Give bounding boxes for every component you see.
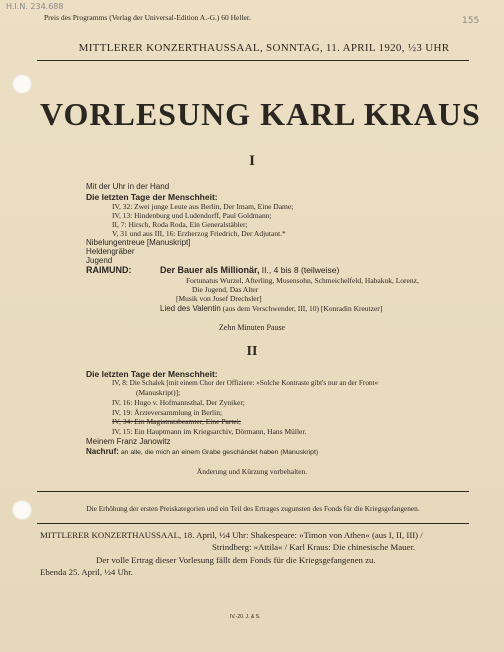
upcoming-line: MITTLERER KONZERTHAUSSAAL, 18. April, ½4 Uhr: Shakespeare: »Timon von Athen« (aus I, II, III) /	[40, 530, 423, 540]
program-item: Nibelungentreue [Manuskript]	[86, 238, 191, 247]
printer-mark: IV.-20. J. & S.	[230, 614, 261, 620]
nachruf-detail: an alle, die mich an einem Grabe geschändet haben (Manuskript)	[120, 449, 319, 456]
lied-line	[160, 304, 382, 313]
footer-rule-top	[37, 491, 469, 492]
punch-hole	[12, 74, 32, 94]
changes-note: Änderung und Kürzung vorbehalten.	[196, 467, 308, 476]
raimund-detail: Fortunatus Wurzel, Afterling, Musensohn, Schmeichelfeld, Habakuk, Lorenz,	[186, 276, 419, 285]
part-two-numeral: II	[246, 344, 258, 359]
program-item: Mit der Uhr in der Hand	[86, 182, 170, 191]
upcoming-line: Ebenda 25. April, ½4 Uhr.	[40, 567, 133, 577]
program-item: Meinem Franz Janowitz	[86, 437, 171, 446]
intermission: Zehn Minuten Pause	[218, 323, 286, 332]
scene-line: IV, 32: Zwei junge Leute aus Berlin, Der Imam, Eine Dame;	[112, 202, 294, 211]
scene-line: (Manuskript)];	[136, 388, 181, 397]
scene-line: IV, 13: Hindenburg und Ludendorff, Paul Goldmann;	[112, 211, 272, 220]
nachruf-label: Nachruf:	[86, 447, 119, 456]
raimund-detail: Die Jugend, Das Alter	[192, 285, 259, 294]
archive-mark: H.I.N. 234.688	[6, 2, 64, 11]
price-line: Preis des Programms (Verlag der Universal-Edition A.-G.) 60 Heller.	[44, 13, 251, 22]
author-label: RAIMUND:	[86, 265, 132, 275]
program-item: Heldengräber	[86, 247, 135, 256]
upcoming-line: Der volle Ertrag dieser Vorlesung fällt dem Fonds für die Kriegsgefangenen zu.	[96, 555, 376, 565]
scene-line: IV, 15: Ein Hauptmann im Kriegsarchiv, Dörmann, Hans Müller.	[112, 427, 307, 436]
punch-hole	[12, 500, 32, 520]
upcoming-line: Strindberg: »Attila« / Karl Kraus: Die chinesische Mauer.	[212, 542, 416, 552]
scene-line: V, 31 und aus III, 16: Erzherzog Friedrich, Der Adjutant.*	[112, 229, 286, 238]
section-heading: Die letzten Tage der Menschheit:	[86, 192, 218, 202]
work-detail: II., 4 bis 8 (teilweise)	[261, 265, 340, 275]
page-title: VORLESUNG KARL KRAUS	[40, 96, 481, 132]
lied-title: Lied des Valentin	[160, 304, 221, 313]
part-one-numeral: I	[249, 153, 255, 169]
lied-detail: (aus dem Verschwender, III, 10) [Konradin Kreutzer]	[222, 304, 383, 313]
work-title: Der Bauer als Millionär,	[160, 265, 260, 275]
raimund-work	[160, 265, 339, 275]
scene-line: IV, 8: Die Schalek [mit einem Chor der Offiziere: »Solche Kontraste gibt's nur an der Front«	[112, 379, 379, 387]
footer-rule-bottom	[37, 523, 469, 524]
proceeds-note: Die Erhöhung der ersten Preiskategorien und ein Teil des Ertrages zugunsten des Fonds für die Kriegsgefangenen.	[86, 504, 420, 513]
raimund-detail: [Musik von Josef Drechsler]	[176, 294, 262, 303]
scene-line: IV, 19: Ärzteversammlung in Berlin;	[112, 408, 223, 417]
scene-line: II, 7: Hirsch, Roda Roda, Ein Generalstäbler;	[112, 220, 248, 229]
header-rule	[37, 60, 469, 61]
scene-line-struck: IV, 34: Ein Magistratsbeamter, Eine Partei;	[112, 417, 241, 426]
nachruf-line	[86, 447, 318, 456]
section-heading: Die letzten Tage der Menschheit:	[86, 369, 218, 379]
venue-line: MITTLERER KONZERTHAUSSAAL, SONNTAG, 11. APRIL 1920, ½3 UHR	[78, 42, 450, 54]
page-number-mark: 155	[462, 16, 480, 26]
program-item: Jugend	[86, 256, 113, 265]
scene-line: IV, 16: Hugo v. Hofmannsthal, Der Zyniker;	[112, 398, 245, 407]
